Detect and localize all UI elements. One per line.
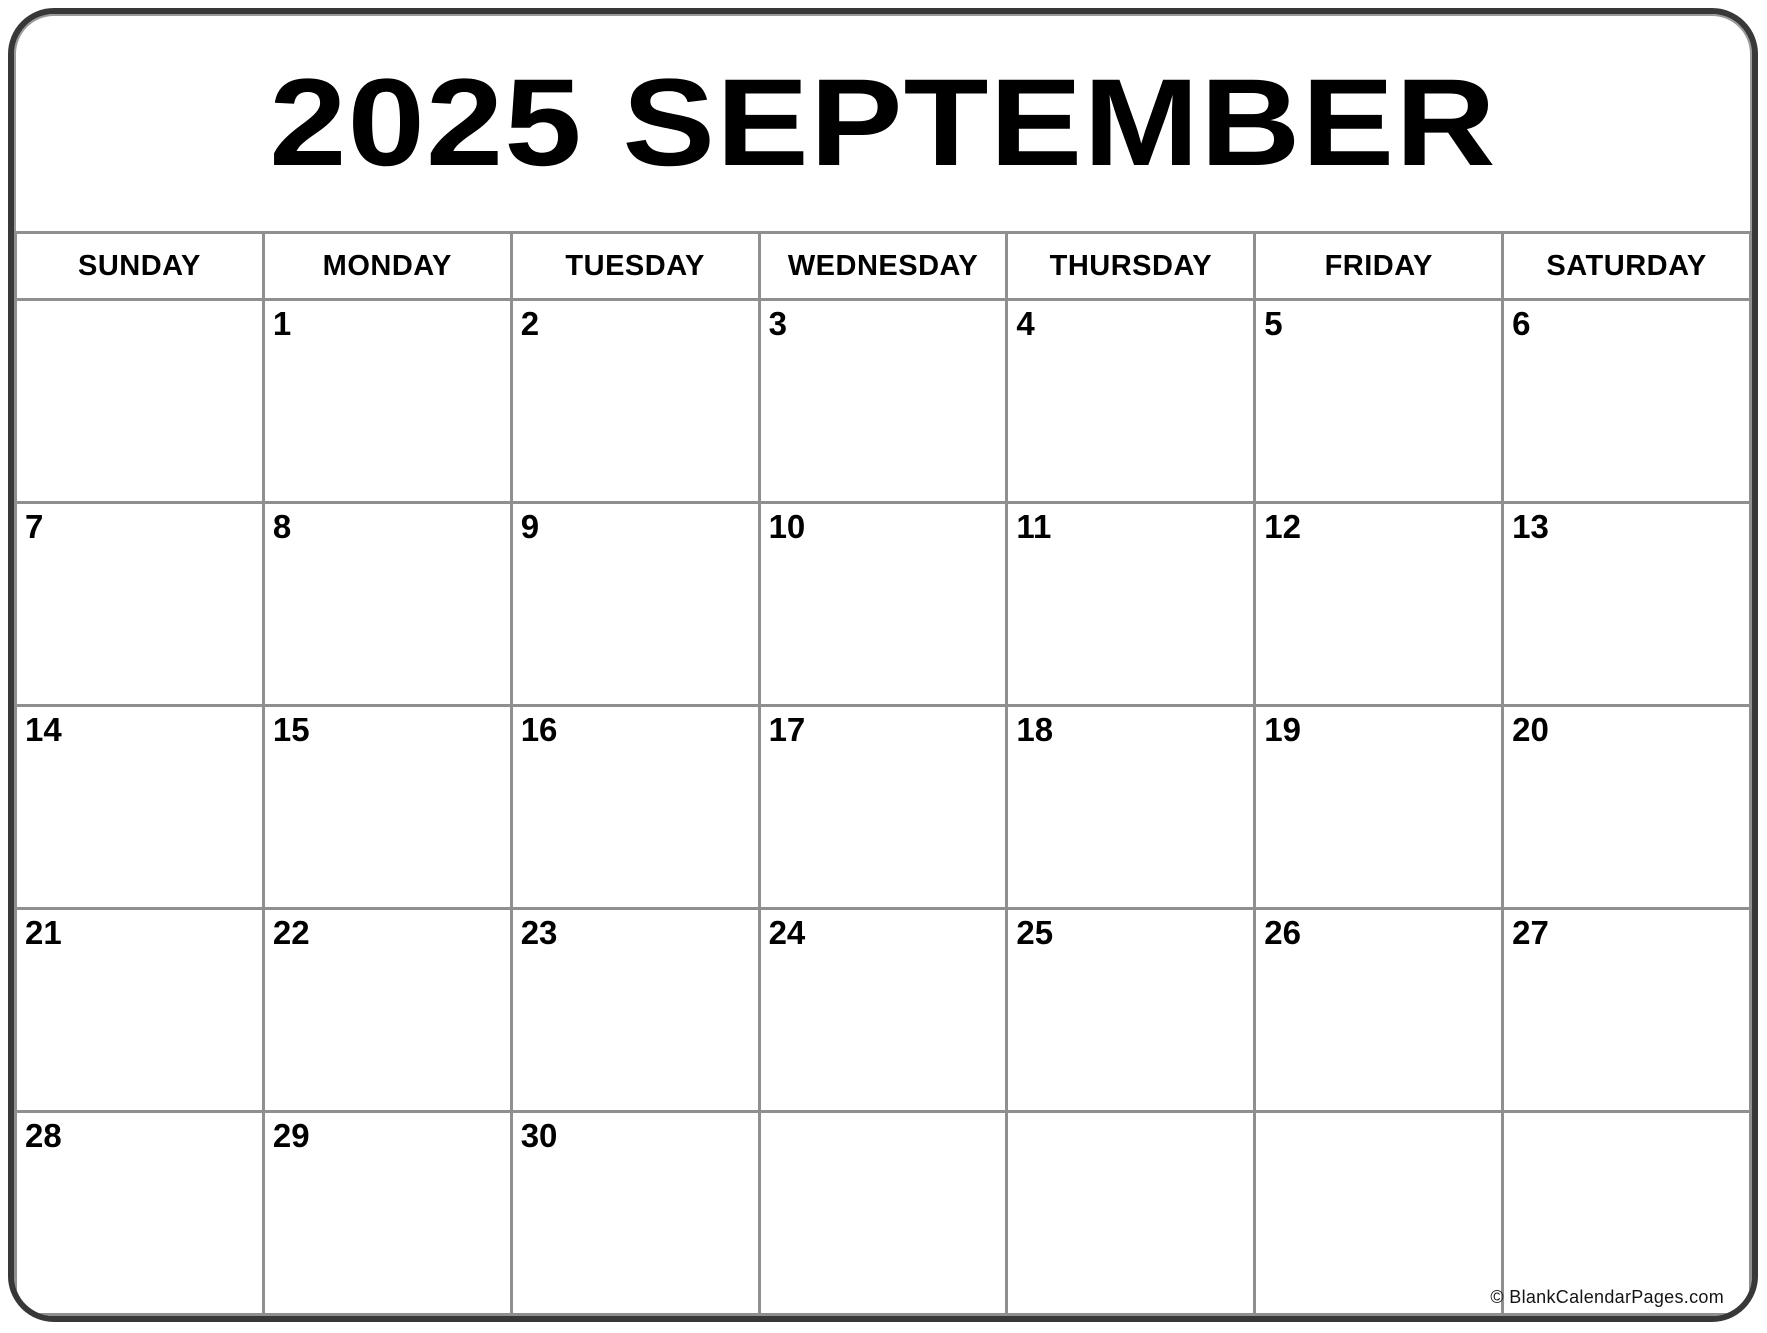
date-cell [1008, 1113, 1253, 1313]
date-number: 9 [520, 508, 540, 545]
date-number: 23 [520, 914, 558, 951]
date-cell [17, 707, 262, 907]
date-number: 25 [1016, 914, 1054, 951]
date-cell [513, 707, 758, 907]
date-cell [1256, 707, 1501, 907]
date-cell [1504, 707, 1749, 907]
date-number: 1 [272, 305, 292, 342]
date-number: 14 [25, 711, 62, 748]
date-number: 26 [1264, 914, 1301, 951]
date-number: 13 [1512, 508, 1549, 545]
date-cell [513, 910, 758, 1110]
date-cell [761, 504, 1006, 704]
date-number: 5 [1264, 305, 1283, 342]
date-cell [1256, 1113, 1501, 1313]
date-cell [1504, 301, 1749, 501]
date-cell [1504, 910, 1749, 1110]
calendar-card [8, 8, 1758, 1322]
date-number: 18 [1016, 711, 1054, 748]
date-number: 27 [1512, 914, 1549, 951]
date-cell [1008, 504, 1253, 704]
date-number: 28 [25, 1117, 62, 1154]
date-cell [17, 301, 262, 501]
date-cell [265, 1113, 510, 1313]
date-cell [1256, 910, 1501, 1110]
date-number: 2 [520, 305, 540, 342]
date-cell [1008, 707, 1253, 907]
date-cell [1008, 301, 1253, 501]
date-number: 16 [520, 711, 558, 748]
date-cell [265, 707, 510, 907]
date-number: 30 [520, 1117, 558, 1154]
date-cell [1504, 504, 1749, 704]
date-cell [17, 1113, 262, 1313]
day-header-monday: MONDAY [265, 234, 510, 298]
day-header-thursday: THURSDAY [1008, 234, 1253, 298]
date-number: 10 [768, 508, 806, 545]
date-number: 21 [25, 914, 62, 951]
date-number: 17 [768, 711, 806, 748]
date-number: 6 [1512, 305, 1531, 342]
date-cell [1256, 504, 1501, 704]
date-cell [761, 910, 1006, 1110]
date-number: 4 [1016, 305, 1035, 342]
date-cell [761, 707, 1006, 907]
date-cell [265, 301, 510, 501]
date-number: 29 [272, 1117, 310, 1154]
date-cell [761, 301, 1006, 501]
date-number: 15 [272, 711, 310, 748]
day-header-saturday: SATURDAY [1504, 234, 1749, 298]
title-area [14, 14, 1752, 231]
day-header-sunday: SUNDAY [17, 234, 262, 298]
day-header-tuesday: TUESDAY [513, 234, 758, 298]
date-number: 3 [768, 305, 787, 342]
date-cell [1256, 301, 1501, 501]
date-number: 11 [1016, 508, 1052, 545]
day-header-wednesday: WEDNESDAY [761, 234, 1006, 298]
page-title: 2025 SEPTEMBER [269, 53, 1497, 192]
date-number: 8 [272, 508, 292, 545]
date-cell [761, 1113, 1006, 1313]
date-cell [17, 910, 262, 1110]
date-cell [513, 1113, 758, 1313]
copyright-text: © BlankCalendarPages.com [1490, 1287, 1724, 1307]
date-cell [1008, 910, 1253, 1110]
date-number: 24 [768, 914, 806, 951]
calendar-grid [14, 231, 1752, 1316]
date-cell [265, 504, 510, 704]
date-cell [1504, 1113, 1749, 1313]
date-cell [17, 504, 262, 704]
date-number: 20 [1512, 711, 1549, 748]
day-header-friday: FRIDAY [1256, 234, 1501, 298]
date-number: 7 [25, 508, 44, 545]
date-number: 12 [1264, 508, 1301, 545]
date-cell [265, 910, 510, 1110]
date-cell [513, 504, 758, 704]
date-number: 19 [1264, 711, 1301, 748]
date-number: 22 [272, 914, 310, 951]
date-cell [513, 301, 758, 501]
